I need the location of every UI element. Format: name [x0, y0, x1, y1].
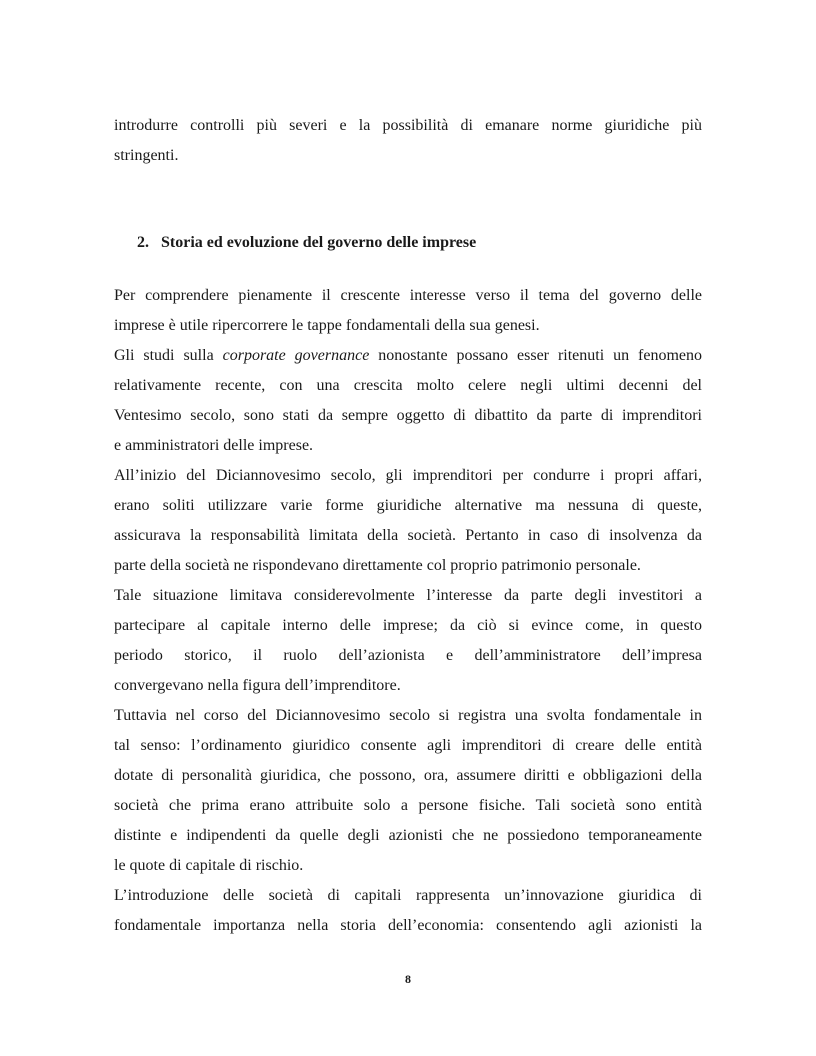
paragraph-2-line-4: e amministratori delle imprese.	[114, 437, 314, 454]
paragraph-4-line-3: periodo storico, il ruolo dell’azionista e dell’amministratore dell’impresa	[114, 647, 702, 664]
paragraph-2-line-1	[114, 346, 702, 366]
paragraph-2-text-before: Gli studi sulla	[114, 347, 223, 364]
paragraph-1-line-2: imprese è utile ripercorrere le tappe fondamentali della sua genesi.	[114, 317, 540, 334]
paragraph-4-line-1: Tale situazione limitava considerevolmente l’interesse da parte degli investitori a	[114, 587, 702, 604]
paragraph-5-line-6: le quote di capitale di rischio.	[114, 857, 304, 874]
paragraph-4-line-4: convergevano nella figura dell’imprenditore.	[114, 677, 401, 694]
paragraph-5-line-1: Tuttavia nel corso del Diciannovesimo secolo si registra una svolta fondamentale in	[114, 707, 702, 724]
paragraph-4-line-2: partecipare al capitale interno delle imprese; da ciò si evince come, in questo	[114, 617, 702, 634]
paragraph-3-line-4: parte della società ne rispondevano direttamente col proprio patrimonio personale.	[114, 557, 641, 574]
paragraph-2-italic-term: corporate governance	[222, 347, 370, 364]
paragraph-6-line-1: L’introduzione delle società di capitali rappresenta un’innovazione giuridica di	[114, 887, 702, 904]
paragraph-6-line-2: fondamentale importanza nella storia dell’economia: consentendo agli azionisti la	[114, 917, 702, 934]
paragraph-2-line-2: relativamente recente, con una crescita molto celere negli ultimi decenni del	[114, 377, 702, 394]
section-heading	[137, 233, 476, 253]
paragraph-2-text-after: nonostante possano esser ritenuti un fenomeno	[369, 347, 703, 364]
section-title: Storia ed evoluzione del governo delle imprese	[161, 234, 477, 251]
paragraph-3-line-3: assicurava la responsabilità limitata della società. Pertanto in caso di insolvenza da	[114, 527, 702, 544]
page-number: 8	[405, 972, 411, 986]
paragraph-5-line-2: tal senso: l’ordinamento giuridico consente agli imprenditori di creare delle entità	[114, 737, 702, 754]
paragraph-5-line-4: società che prima erano attribuite solo a persone fisiche. Tali società sono entità	[114, 797, 702, 814]
paragraph-3-line-2: erano soliti utilizzare varie forme giuridiche alternative ma nessuna di queste,	[114, 497, 702, 514]
intro-line-2: stringenti.	[114, 147, 179, 164]
paragraph-2-line-3: Ventesimo secolo, sono stati da sempre oggetto di dibattito da parte di imprenditori	[114, 407, 702, 424]
intro-line-1: introdurre controlli più severi e la possibilità di emanare norme giuridiche più	[114, 117, 702, 134]
paragraph-5-line-3: dotate di personalità giuridica, che possono, ora, assumere diritti e obbligazioni della	[114, 767, 702, 784]
section-number: 2.	[137, 234, 149, 251]
paragraph-3-line-1: All’inizio del Diciannovesimo secolo, gli imprenditori per condurre i propri affari,	[114, 467, 702, 484]
paragraph-5-line-5: distinte e indipendenti da quelle degli azionisti che ne possiedono temporaneamente	[114, 827, 702, 844]
paragraph-1-line-1: Per comprendere pienamente il crescente interesse verso il tema del governo delle	[114, 287, 702, 304]
